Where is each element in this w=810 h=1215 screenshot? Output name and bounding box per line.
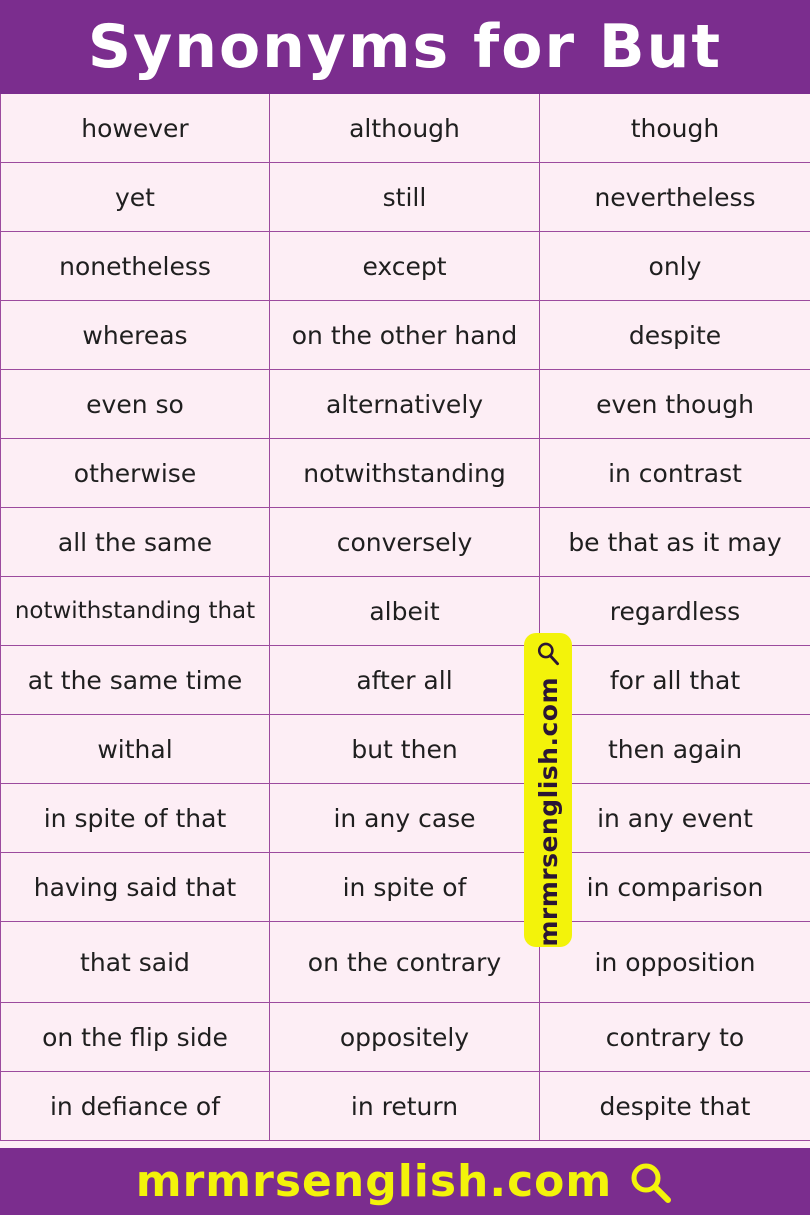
table-cell: on the other hand	[270, 301, 540, 370]
table-cell: whereas	[0, 301, 270, 370]
table-cell: in any event	[540, 784, 810, 853]
table-cell: for all that	[540, 646, 810, 715]
table-cell: after all	[270, 646, 540, 715]
table-cell: contrary to	[540, 1003, 810, 1072]
table-cell: on the flip side	[0, 1003, 270, 1072]
table-cell: in opposition	[540, 922, 810, 1003]
table-cell: notwithstanding that	[0, 577, 270, 646]
table-cell: in return	[270, 1072, 540, 1141]
search-icon	[530, 641, 566, 667]
table-cell: in comparison	[540, 853, 810, 922]
watermark-text: mrmrsenglish.com	[533, 677, 563, 947]
table-cell: oppositely	[270, 1003, 540, 1072]
footer-banner	[0, 1148, 810, 1215]
table-cell: only	[540, 232, 810, 301]
header-banner	[0, 0, 810, 94]
table-cell: all the same	[0, 508, 270, 577]
table-cell: yet	[0, 163, 270, 232]
table-cell: albeit	[270, 577, 540, 646]
table-cell: nonetheless	[0, 232, 270, 301]
table-cell: be that as it may	[540, 508, 810, 577]
table-cell: in spite of	[270, 853, 540, 922]
table-cell: otherwise	[0, 439, 270, 508]
table-cell: except	[270, 232, 540, 301]
table-cell: notwithstanding	[270, 439, 540, 508]
search-icon	[626, 1158, 674, 1206]
table-cell: although	[270, 94, 540, 163]
table-cell: though	[540, 94, 810, 163]
table-cell: in contrast	[540, 439, 810, 508]
table-cell: despite that	[540, 1072, 810, 1141]
footer-website[interactable]: mrmrsenglish.com	[135, 1156, 613, 1207]
table-cell: but then	[270, 715, 540, 784]
table-cell: alternatively	[270, 370, 540, 439]
table-cell: in spite of that	[0, 784, 270, 853]
table-cell: however	[0, 94, 270, 163]
table-cell: that said	[0, 922, 270, 1003]
table-cell: then again	[540, 715, 810, 784]
table-cell: in any case	[270, 784, 540, 853]
vertical-watermark	[524, 633, 572, 947]
table-cell: even so	[0, 370, 270, 439]
table-cell: conversely	[270, 508, 540, 577]
synonyms-table	[0, 94, 810, 1148]
page-title: Synonyms for But	[87, 12, 723, 82]
table-cell: even though	[540, 370, 810, 439]
table-cell: regardless	[540, 577, 810, 646]
table-cell: nevertheless	[540, 163, 810, 232]
table-cell: withal	[0, 715, 270, 784]
table-cell: despite	[540, 301, 810, 370]
table-cell: at the same time	[0, 646, 270, 715]
table-cell: having said that	[0, 853, 270, 922]
table-cell: on the contrary	[270, 922, 540, 1003]
table-cell: in defiance of	[0, 1072, 270, 1141]
table-cell: still	[270, 163, 540, 232]
